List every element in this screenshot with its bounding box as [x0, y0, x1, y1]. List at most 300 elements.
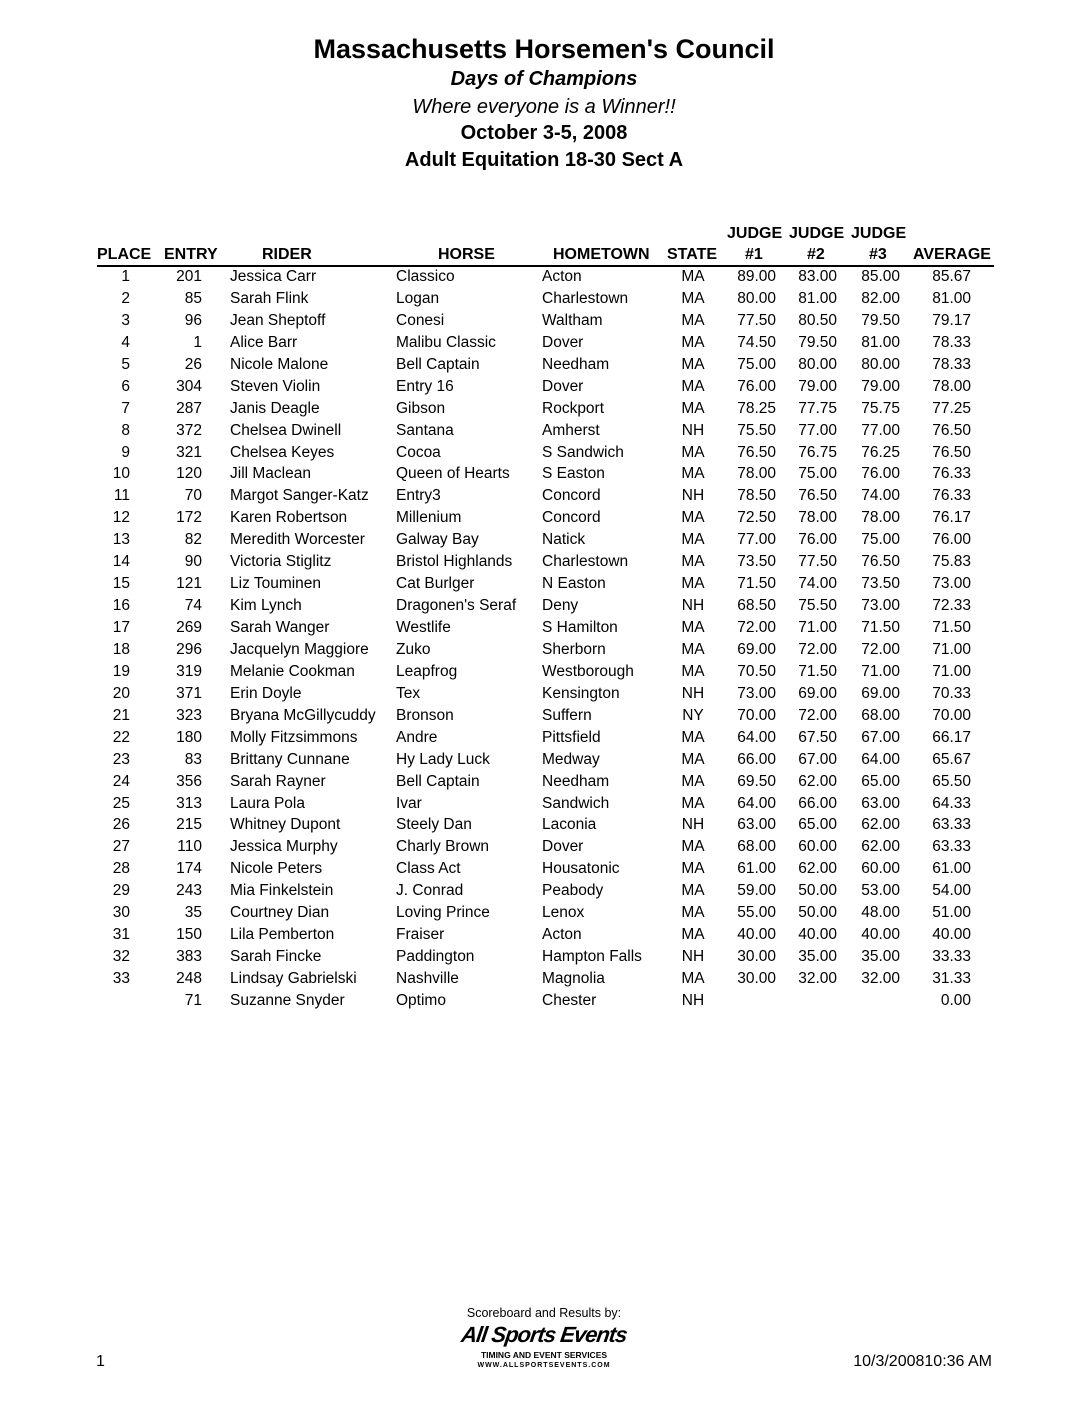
cell-place: 5 [121, 355, 130, 373]
cell-place: 13 [112, 531, 130, 549]
table-row [0, 859, 1088, 881]
cell-rider: Sarah Fincke [230, 948, 322, 966]
cell-entry: 83 [184, 750, 202, 768]
cell-place: 17 [112, 619, 130, 636]
cell-state: MA [681, 377, 705, 395]
cell-hometown: Chester [542, 991, 597, 1009]
cell-rider: Sarah Rayner [230, 772, 326, 790]
cell-avg: 85.67 [932, 268, 971, 285]
cell-j2: 80.00 [798, 355, 837, 373]
cell-horse: Entry 16 [396, 377, 454, 395]
cell-state: MA [681, 640, 705, 658]
cell-j1: 40.00 [737, 926, 776, 944]
cell-horse: Leapfrog [396, 662, 458, 680]
cell-entry: 150 [176, 926, 202, 944]
cell-horse: Steely Dan [396, 816, 472, 834]
cell-j3: 64.00 [861, 750, 900, 768]
cell-avg: 77.25 [932, 399, 971, 417]
cell-hometown: Sandwich [542, 794, 610, 812]
cell-state: MA [681, 860, 705, 878]
cell-avg: 40.00 [932, 926, 971, 944]
cell-rider: Meredith Worcester [230, 531, 365, 549]
table-row [0, 618, 1088, 640]
table-row [0, 443, 1088, 465]
cell-entry: 304 [176, 377, 202, 395]
table-row [0, 311, 1088, 333]
cell-entry: 269 [176, 619, 202, 636]
cell-j3: 71.50 [861, 619, 900, 636]
col-judge-2: #2 [807, 246, 825, 263]
cell-j1: 30.00 [737, 970, 776, 987]
cell-avg: 61.00 [932, 860, 971, 878]
cell-entry: 321 [176, 443, 202, 461]
cell-j1: 89.00 [737, 268, 776, 285]
class-title: Adult Equitation 18-30 Sect A [404, 149, 684, 171]
cell-avg: 63.33 [932, 838, 971, 856]
col-judge-3: #3 [869, 246, 887, 263]
cell-j3: 80.00 [861, 355, 900, 373]
cell-place: 9 [121, 443, 130, 461]
cell-j1: 64.00 [737, 728, 776, 746]
cell-entry: 248 [176, 970, 202, 987]
cell-j1: 76.50 [737, 443, 776, 461]
cell-state: MA [681, 553, 705, 571]
cell-horse: Hy Lady Luck [396, 750, 490, 768]
table-row [0, 991, 1088, 1013]
cell-rider: Brittany Cunnane [230, 750, 350, 768]
cell-place: 14 [112, 553, 130, 571]
cell-state: MA [681, 268, 705, 285]
cell-j1: 66.00 [737, 750, 776, 768]
cell-rider: Kim Lynch [230, 597, 302, 615]
judge-2-label: JUDGE [789, 225, 845, 242]
cell-hometown: Natick [542, 531, 586, 549]
cell-avg: 71.00 [932, 640, 971, 658]
table-row [0, 969, 1088, 991]
cell-j2: 77.75 [798, 399, 837, 417]
cell-j1: 76.00 [737, 377, 776, 395]
cell-rider: Sarah Wanger [230, 619, 330, 636]
cell-place: 26 [112, 816, 130, 834]
table-row [0, 464, 1088, 486]
cell-entry: 90 [184, 553, 202, 571]
cell-j2: 77.50 [798, 553, 837, 571]
cell-rider: Liz Touminen [230, 575, 322, 593]
footer-credit: Scoreboard and Results by: [466, 1306, 622, 1320]
cell-avg: 70.33 [932, 684, 971, 702]
cell-place: 18 [112, 640, 130, 658]
cell-entry: 172 [176, 509, 202, 527]
cell-state: MA [681, 509, 705, 527]
cell-hometown: S Sandwich [542, 443, 624, 461]
cell-place: 11 [113, 487, 130, 505]
page-number: 1 [96, 1353, 105, 1370]
cell-avg: 65.50 [932, 772, 971, 790]
table-row [0, 596, 1088, 618]
cell-rider: Alice Barr [230, 333, 298, 351]
cell-j1: 74.50 [737, 333, 776, 351]
col-judge-1: #1 [745, 246, 763, 263]
cell-j3: 62.00 [861, 838, 900, 856]
cell-place: 33 [112, 970, 130, 987]
cell-avg: 70.00 [932, 706, 971, 724]
event-slogan: Where everyone is a Winner!! [412, 96, 676, 118]
cell-entry: 1 [193, 333, 202, 351]
table-row [0, 772, 1088, 794]
cell-avg: 71.50 [932, 619, 971, 636]
cell-place: 27 [112, 838, 130, 856]
cell-j2: 66.00 [798, 794, 837, 812]
cell-avg: 81.00 [932, 289, 971, 307]
cell-hometown: S Easton [542, 465, 605, 483]
cell-avg: 33.33 [932, 948, 971, 966]
cell-hometown: Pittsfield [542, 728, 601, 746]
cell-horse: Paddington [396, 948, 475, 966]
cell-j1: 70.00 [737, 706, 776, 724]
cell-j3: 76.50 [861, 553, 900, 571]
col-average: AVERAGE [913, 246, 991, 263]
cell-hometown: Kensington [542, 684, 620, 702]
table-row [0, 289, 1088, 311]
table-row [0, 530, 1088, 552]
cell-avg: 54.00 [932, 882, 971, 900]
cell-state: MA [681, 311, 705, 329]
cell-rider: Molly Fitzsimmons [230, 728, 358, 746]
cell-rider: Erin Doyle [230, 684, 302, 702]
cell-entry: 180 [176, 728, 202, 746]
judge-3-label: JUDGE [851, 225, 907, 242]
cell-j2: 76.50 [798, 487, 837, 505]
cell-j3: 75.75 [861, 399, 900, 417]
cell-j2: 83.00 [798, 268, 837, 285]
cell-state: NH [681, 816, 705, 834]
table-row [0, 355, 1088, 377]
cell-j3: 82.00 [861, 289, 900, 307]
cell-j1: 73.00 [737, 684, 776, 702]
cell-hometown: Lenox [542, 904, 585, 922]
cell-rider: Whitney Dupont [230, 816, 341, 834]
cell-entry: 70 [184, 487, 202, 505]
cell-horse: Bell Captain [396, 355, 480, 373]
cell-j3: 73.50 [861, 575, 900, 593]
cell-horse: Fraiser [396, 926, 445, 944]
cell-avg: 31.33 [932, 970, 971, 987]
cell-hometown: Needham [542, 355, 610, 373]
cell-j2: 79.50 [798, 333, 837, 351]
cell-horse: Conesi [396, 311, 445, 329]
cell-state: MA [681, 465, 705, 483]
cell-horse: Ivar [396, 794, 422, 812]
cell-horse: Bronson [396, 706, 454, 724]
cell-j1: 73.50 [737, 553, 776, 571]
table-row [0, 750, 1088, 772]
cell-entry: 201 [176, 268, 202, 285]
cell-place: 24 [112, 772, 130, 790]
cell-j1: 72.00 [737, 619, 776, 636]
cell-j1: 64.00 [737, 794, 776, 812]
cell-j1: 71.50 [737, 575, 776, 593]
cell-state: MA [681, 882, 705, 900]
cell-state: MA [681, 399, 705, 417]
cell-j2: 40.00 [798, 926, 837, 944]
cell-j1: 55.00 [737, 904, 776, 922]
event-dates: October 3-5, 2008 [460, 122, 628, 144]
cell-horse: Charly Brown [396, 838, 490, 856]
cell-hometown: Westborough [542, 662, 634, 680]
cell-j1: 80.00 [737, 289, 776, 307]
cell-rider: Lila Pemberton [230, 926, 335, 944]
cell-hometown: Acton [542, 926, 582, 944]
cell-j1: 61.00 [737, 860, 776, 878]
cell-entry: 96 [184, 311, 202, 329]
cell-j2: 80.50 [798, 311, 837, 329]
cell-j3: 74.00 [861, 487, 900, 505]
cell-entry: 371 [176, 684, 202, 702]
cell-j2: 65.00 [798, 816, 837, 834]
cell-entry: 323 [176, 706, 202, 724]
table-row [0, 794, 1088, 816]
cell-entry: 287 [176, 399, 202, 417]
cell-place: 3 [121, 311, 130, 329]
table-row [0, 640, 1088, 662]
cell-rider: Lindsay Gabrielski [230, 970, 357, 987]
col-place: PLACE [97, 246, 152, 263]
cell-rider: Karen Robertson [230, 509, 348, 527]
cell-horse: Westlife [396, 619, 451, 636]
cell-hometown: Magnolia [542, 970, 605, 987]
cell-avg: 76.33 [932, 487, 971, 505]
cell-entry: 319 [176, 662, 202, 680]
cell-horse: Santana [396, 421, 454, 439]
results-table [0, 267, 1088, 1013]
cell-j1: 75.50 [737, 421, 776, 439]
event-title: Days of Champions [450, 68, 638, 90]
table-row [0, 947, 1088, 969]
cell-state: MA [681, 772, 705, 790]
cell-j1: 30.00 [737, 948, 776, 966]
cell-rider: Margot Sanger-Katz [230, 487, 369, 505]
cell-j3: 62.00 [861, 816, 900, 834]
cell-j1: 59.00 [737, 882, 776, 900]
col-hometown: HOMETOWN [553, 246, 650, 263]
cell-horse: Nashville [396, 970, 459, 987]
cell-hometown: Laconia [542, 816, 597, 834]
cell-state: MA [681, 794, 705, 812]
cell-rider: Jill Maclean [230, 465, 311, 483]
cell-j3: 65.00 [861, 772, 900, 790]
cell-entry: 372 [176, 421, 202, 439]
sponsor-website: WWW.ALLSPORTSEVENTS.COM [477, 1362, 611, 1369]
cell-hometown: Dover [542, 838, 584, 856]
cell-entry: 74 [184, 597, 202, 615]
table-row [0, 837, 1088, 859]
cell-horse: Bristol Highlands [396, 553, 513, 571]
cell-j1: 69.50 [737, 772, 776, 790]
cell-j2: 76.00 [798, 531, 837, 549]
cell-j2: 74.00 [798, 575, 837, 593]
cell-avg: 76.33 [932, 465, 971, 483]
cell-hometown: Charlestown [542, 553, 629, 571]
cell-place: 7 [121, 399, 130, 417]
cell-rider: Chelsea Keyes [230, 443, 335, 461]
cell-state: MA [681, 575, 705, 593]
cell-avg: 79.17 [932, 311, 971, 329]
cell-avg: 51.00 [932, 904, 971, 922]
cell-j3: 67.00 [861, 728, 900, 746]
cell-entry: 356 [176, 772, 202, 790]
cell-j1: 78.50 [737, 487, 776, 505]
cell-entry: 82 [184, 531, 202, 549]
cell-state: MA [681, 443, 705, 461]
cell-state: MA [681, 904, 705, 922]
cell-j1: 78.00 [737, 465, 776, 483]
cell-entry: 243 [176, 882, 202, 900]
cell-state: NH [681, 487, 705, 505]
cell-j2: 32.00 [798, 970, 837, 987]
cell-hometown: Housatonic [542, 860, 620, 878]
cell-horse: Tex [396, 684, 421, 702]
cell-j2: 50.00 [798, 904, 837, 922]
cell-avg: 76.50 [932, 421, 971, 439]
cell-j1: 68.00 [737, 838, 776, 856]
cell-horse: Gibson [396, 399, 446, 417]
sponsor-logo: All Sports Events [459, 1322, 629, 1347]
cell-place: 23 [112, 750, 130, 768]
cell-j3: 71.00 [861, 662, 900, 680]
cell-j2: 72.00 [798, 706, 837, 724]
cell-j2: 62.00 [798, 860, 837, 878]
cell-state: MA [681, 333, 705, 351]
cell-hometown: Needham [542, 772, 610, 790]
cell-j3: 79.50 [861, 311, 900, 329]
table-row [0, 421, 1088, 443]
cell-horse: Loving Prince [396, 904, 490, 922]
table-row [0, 903, 1088, 925]
table-row [0, 574, 1088, 596]
col-rider: RIDER [262, 246, 312, 263]
cell-horse: Andre [396, 728, 438, 746]
cell-hometown: Concord [542, 487, 601, 505]
cell-avg: 0.00 [940, 991, 971, 1009]
org-title: Massachusetts Horsemen's Council [313, 34, 775, 64]
cell-j1: 69.00 [737, 640, 776, 658]
cell-entry: 120 [176, 465, 202, 483]
table-row [0, 684, 1088, 706]
cell-place: 22 [112, 728, 130, 746]
cell-j3: 85.00 [861, 268, 900, 285]
cell-place: 4 [121, 333, 130, 351]
cell-state: MA [681, 355, 705, 373]
cell-hometown: Dover [542, 333, 584, 351]
cell-j3: 35.00 [861, 948, 900, 966]
cell-avg: 76.17 [932, 509, 971, 527]
cell-entry: 215 [176, 816, 202, 834]
cell-entry: 110 [177, 838, 202, 856]
cell-j3: 68.00 [861, 706, 900, 724]
cell-state: NH [681, 421, 705, 439]
cell-horse: Bell Captain [396, 772, 480, 790]
cell-avg: 71.00 [932, 662, 971, 680]
cell-place: 32 [112, 948, 130, 966]
table-row [0, 267, 1088, 289]
cell-rider: Jacquelyn Maggiore [230, 640, 369, 658]
cell-entry: 121 [176, 575, 202, 593]
cell-rider: Nicole Peters [230, 860, 323, 878]
cell-j2: 75.50 [798, 597, 837, 615]
cell-place: 20 [112, 684, 130, 702]
table-row [0, 377, 1088, 399]
cell-j3: 72.00 [861, 640, 900, 658]
cell-place: 31 [112, 926, 130, 944]
cell-j1: 77.00 [737, 531, 776, 549]
cell-horse: Cocoa [396, 443, 441, 461]
cell-horse: Entry3 [396, 487, 441, 505]
cell-horse: Classico [396, 268, 455, 285]
cell-entry: 174 [176, 860, 202, 878]
cell-j1: 77.50 [737, 311, 776, 329]
cell-hometown: Suffern [542, 706, 592, 724]
cell-hometown: Sherborn [542, 640, 606, 658]
cell-avg: 76.50 [932, 443, 971, 461]
cell-place: 16 [112, 597, 130, 615]
cell-place: 6 [121, 377, 130, 395]
cell-j1: 63.00 [737, 816, 776, 834]
table-row [0, 925, 1088, 947]
cell-j2: 67.00 [798, 750, 837, 768]
cell-j2: 67.50 [798, 728, 837, 746]
table-row [0, 815, 1088, 837]
cell-horse: Queen of Hearts [396, 465, 510, 483]
cell-avg: 63.33 [932, 816, 971, 834]
cell-rider: Jessica Murphy [230, 838, 338, 856]
cell-place: 8 [121, 421, 130, 439]
cell-place: 21 [112, 706, 130, 724]
cell-j2: 71.00 [798, 619, 837, 636]
cell-entry: 85 [184, 289, 202, 307]
cell-state: NH [681, 684, 705, 702]
cell-state: NH [681, 948, 705, 966]
cell-hometown: Rockport [542, 399, 605, 417]
cell-place: 15 [112, 575, 130, 593]
cell-place: 19 [112, 662, 130, 680]
sponsor-tagline: TIMING AND EVENT SERVICES [480, 1350, 608, 1360]
cell-avg: 75.83 [932, 553, 971, 571]
cell-j2: 69.00 [798, 684, 837, 702]
cell-state: NH [681, 991, 705, 1009]
cell-hometown: Acton [542, 268, 582, 285]
cell-j2: 81.00 [798, 289, 837, 307]
cell-j2: 72.00 [798, 640, 837, 658]
cell-horse: Millenium [396, 509, 462, 527]
cell-horse: Logan [396, 289, 440, 307]
cell-j2: 62.00 [798, 772, 837, 790]
cell-hometown: Hampton Falls [542, 948, 642, 966]
cell-place: 1 [121, 268, 130, 285]
cell-j2: 79.00 [798, 377, 837, 395]
cell-hometown: N Easton [542, 575, 606, 593]
cell-rider: Courtney Dian [230, 904, 330, 922]
col-horse: HORSE [438, 246, 495, 263]
cell-j2: 60.00 [798, 838, 837, 856]
cell-j3: 63.00 [861, 794, 900, 812]
cell-rider: Suzanne Snyder [230, 991, 345, 1009]
cell-rider: Chelsea Dwinell [230, 421, 342, 439]
cell-state: MA [681, 619, 705, 636]
cell-rider: Victoria Stiglitz [230, 553, 332, 571]
cell-rider: Sarah Flink [230, 289, 309, 307]
cell-j3: 69.00 [861, 684, 900, 702]
cell-hometown: Charlestown [542, 289, 629, 307]
